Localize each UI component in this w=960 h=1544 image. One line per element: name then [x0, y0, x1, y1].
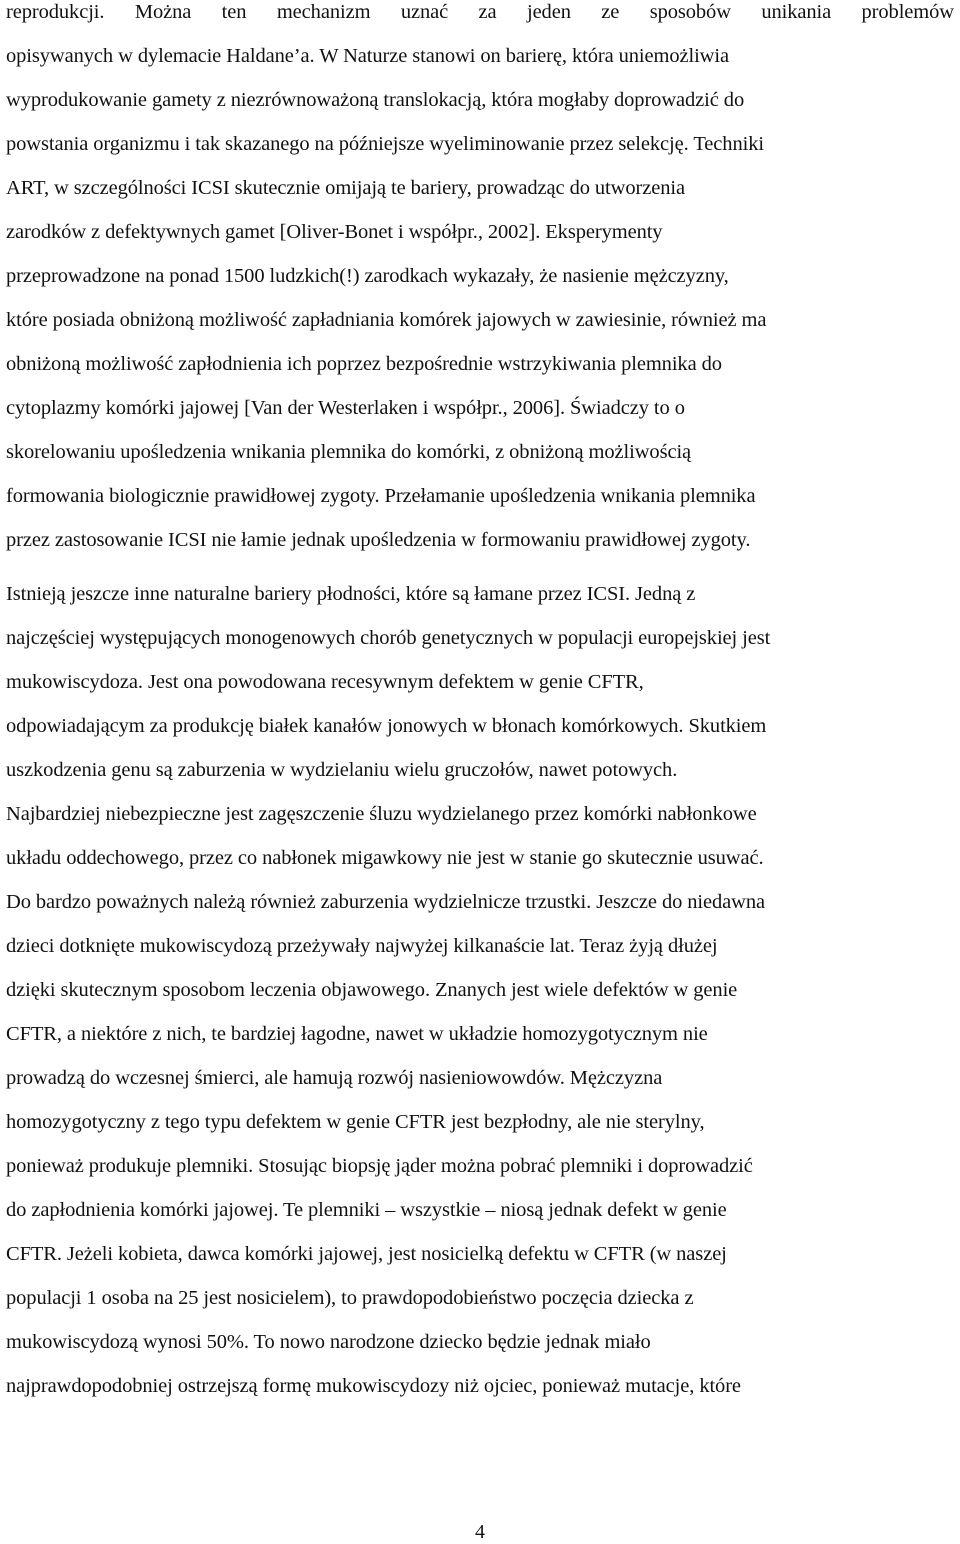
text-line: Istnieją jeszcze inne naturalne bariery płodności, które są łamane przez ICSI. Jedną z — [6, 583, 696, 605]
text-line: dzięki skutecznym sposobom leczenia objawowego. Znanych jest wiele defektów w genie — [6, 979, 738, 1001]
paragraph-2 — [6, 572, 954, 1408]
text-line: przeprowadzone na ponad 1500 ludzkich(!) zarodkach wykazały, że nasienie mężczyzny, — [6, 265, 729, 287]
text-line: najprawdopodobniej ostrzejszą formę mukowiscydozy niż ojciec, ponieważ mutacje, które — [6, 1375, 741, 1397]
text-line: formowania biologicznie prawidłowej zygoty. Przełamanie upośledzenia wnikania plemnika — [6, 485, 756, 507]
text-line: prowadzą do wczesnej śmierci, ale hamują rozwój nasieniowowdów. Mężczyzna — [6, 1067, 663, 1089]
text-line: które posiada obniżoną możliwość zapładniania komórek jajowych w zawiesinie, również ma — [6, 309, 767, 331]
paragraph-1 — [6, 0, 954, 562]
text-line: powstania organizmu i tak skazanego na późniejsze wyeliminowanie przez selekcję. Techniki — [6, 133, 764, 155]
text-line: ponieważ produkuje plemniki. Stosując biopsję jąder można pobrać plemniki i doprowadzić — [6, 1155, 753, 1177]
text-line: dzieci dotknięte mukowiscydozą przeżywały najwyżej kilkanaście lat. Teraz żyją dłużej — [6, 935, 718, 957]
text-line: mukowiscydozą wynosi 50%. To nowo narodzone dziecko będzie jednak miało — [6, 1331, 651, 1353]
text-line: Najbardziej niebezpieczne jest zagęszczenie śluzu wydzielanego przez komórki nabłonkowe — [6, 803, 757, 825]
text-line: wyprodukowanie gamety z niezrównoważoną translokacją, która mogłaby doprowadzić do — [6, 89, 745, 111]
text-line: najczęściej występujących monogenowych chorób genetycznych w populacji europejskiej jest — [6, 627, 771, 649]
text-line: cytoplazmy komórki jajowej [Van der Westerlaken i współpr., 2006]. Świadczy to o — [6, 397, 685, 419]
text-line: układu oddechowego, przez co nabłonek migawkowy nie jest w stanie go skutecznie usuwać. — [6, 847, 764, 869]
text-line: CFTR. Jeżeli kobieta, dawca komórki jajowej, jest nosicielką defektu w CFTR (w naszej — [6, 1243, 727, 1265]
text-line: do zapłodnienia komórki jajowej. Te plemniki – wszystkie – niosą jednak defekt w genie — [6, 1199, 727, 1221]
text-line: skorelowaniu upośledzenia wnikania plemnika do komórki, z obniżoną możliwością — [6, 441, 692, 463]
text-line: przez zastosowanie ICSI nie łamie jednak upośledzenia w formowaniu prawidłowej zygoty. — [6, 529, 751, 551]
text-line: obniżoną możliwość zapłodnienia ich poprzez bezpośrednie wstrzykiwania plemnika do — [6, 353, 722, 375]
paragraph-spacer — [6, 562, 954, 572]
text-line: odpowiadającym za produkcję białek kanałów jonowych w błonach komórkowych. Skutkiem — [6, 715, 767, 737]
page-number: 4 — [475, 1521, 485, 1543]
text-line: populacji 1 osoba na 25 jest nosicielem), to prawdopodobieństwo poczęcia dziecka z — [6, 1287, 694, 1309]
text-line: mukowiscydoza. Jest ona powodowana recesywnym defektem w genie CFTR, — [6, 671, 644, 693]
document-page — [6, 0, 954, 1408]
text-line: reprodukcji. Można ten mechanizm uznać za jeden ze sposobów unikania problemów — [6, 1, 954, 23]
text-line: homozygotyczny z tego typu defektem w genie CFTR jest bezpłodny, ale nie sterylny, — [6, 1111, 705, 1133]
text-line: uszkodzenia genu są zaburzenia w wydzielaniu wielu gruczołów, nawet potowych. — [6, 759, 678, 781]
text-line: zarodków z defektywnych gamet [Oliver-Bonet i współpr., 2002]. Eksperymenty — [6, 221, 663, 243]
text-line: ART, w szczególności ICSI skutecznie omijają te bariery, prowadząc do utworzenia — [6, 177, 685, 199]
text-line: CFTR, a niektóre z nich, te bardziej łagodne, nawet w układzie homozygotycznym nie — [6, 1023, 708, 1045]
text-line: Do bardzo poważnych należą również zaburzenia wydzielnicze trzustki. Jeszcze do niedawna — [6, 891, 766, 913]
text-line: opisywanych w dylemacie Haldane’a. W Naturze stanowi on barierę, która uniemożliwia — [6, 45, 729, 67]
